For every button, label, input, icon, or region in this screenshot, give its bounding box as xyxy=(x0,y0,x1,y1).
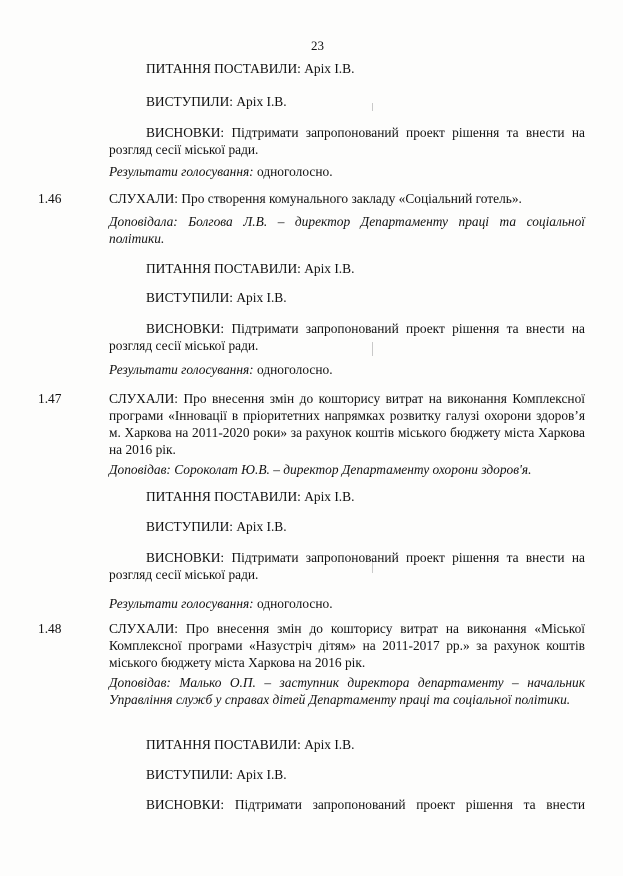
heard-label: СЛУХАЛИ: xyxy=(109,391,178,406)
questions-raised-label: ПИТАННЯ ПОСТАВИЛИ: xyxy=(146,489,301,504)
conclusion-paragraph xyxy=(109,320,585,354)
vote-result-value: одноголосно. xyxy=(257,164,333,179)
conclusion-paragraph xyxy=(109,124,585,158)
questions-raised-label: ПИТАННЯ ПОСТАВИЛИ: xyxy=(146,61,301,76)
questions-raised-label: ПИТАННЯ ПОСТАВИЛИ: xyxy=(146,737,301,752)
conclusion-paragraph xyxy=(109,549,585,583)
vote-result-value: одноголосно. xyxy=(257,362,333,377)
conclusion-text: Підтримати запропонований проект рішення та внести на розгляд сесії міської ради. xyxy=(109,550,585,582)
spoke-value: Аріх І.В. xyxy=(236,519,287,534)
conclusion-text: Підтримати запропонований проект рішення та внести xyxy=(234,797,585,812)
heard-label: СЛУХАЛИ: xyxy=(109,191,178,206)
conclusion-label: ВИСНОВКИ: xyxy=(146,550,225,565)
spoke-line xyxy=(146,289,287,306)
heard-paragraph xyxy=(109,390,585,458)
spoke-line xyxy=(146,766,287,783)
questions-raised-line xyxy=(146,60,354,77)
heard-text: Про внесення змін до кошторису витрат на виконання Комплексної програми «Інновації в пріоритетних напрямках розвитку галузі охорони здоров’я м. Харкова на 2011-2020 роки» за рахунок коштів міського бюджету міста Харкова на 2016 рік. xyxy=(109,391,585,457)
item-number: 1.48 xyxy=(38,621,62,636)
conclusion-label: ВИСНОВКИ: xyxy=(146,321,225,336)
questions-raised-value: Аріх І.В. xyxy=(304,61,355,76)
conclusion-paragraph xyxy=(146,796,585,813)
questions-raised-line xyxy=(146,736,354,753)
conclusion-label: ВИСНОВКИ: xyxy=(146,125,225,140)
heard-label: СЛУХАЛИ: xyxy=(109,621,178,636)
page-number: 23 xyxy=(311,38,324,53)
heard-text: Про створення комунального закладу «Соціальний готель». xyxy=(181,191,522,206)
scan-speck xyxy=(372,103,373,111)
spoke-label: ВИСТУПИЛИ: xyxy=(146,290,234,305)
vote-result-label: Результати голосування: xyxy=(109,362,254,377)
spoke-line xyxy=(146,93,287,110)
vote-result-label: Результати голосування: xyxy=(109,164,254,179)
speaker-paragraph: Доповідав: Сороколат Ю.В. – директор Департаменту охорони здоров'я. xyxy=(109,462,532,477)
spoke-value: Аріх І.В. xyxy=(236,290,287,305)
heard-text: Про внесення змін до кошторису витрат на виконання «Міської Комплексної програми «Назустріч дітям» на 2011-2017 pp.» за рахунок коштів міського бюджету міста Харкова на 2016 рік. xyxy=(109,621,586,670)
item-number: 1.46 xyxy=(38,191,62,206)
conclusion-text: Підтримати запропонований проект рішення та внести на розгляд сесії міської ради. xyxy=(109,321,585,353)
spoke-value: Аріх І.В. xyxy=(236,767,287,782)
questions-raised-label: ПИТАННЯ ПОСТАВИЛИ: xyxy=(146,261,301,276)
questions-raised-line xyxy=(146,260,354,277)
vote-result-value: одноголосно. xyxy=(257,596,333,611)
questions-raised-value: Аріх І.В. xyxy=(304,261,355,276)
vote-result-line xyxy=(109,361,333,378)
item-number: 1.47 xyxy=(38,391,62,406)
questions-raised-value: Аріх І.В. xyxy=(304,489,355,504)
spoke-value: Аріх І.В. xyxy=(236,94,287,109)
vote-result-line xyxy=(109,595,333,612)
spoke-label: ВИСТУПИЛИ: xyxy=(146,519,234,534)
spoke-label: ВИСТУПИЛИ: xyxy=(146,767,234,782)
questions-raised-value: Аріх І.В. xyxy=(304,737,355,752)
conclusion-text: Підтримати запропонований проект рішення та внести на розгляд сесії міської ради. xyxy=(109,125,585,157)
heard-paragraph xyxy=(109,190,522,207)
speaker-paragraph: Доповідала: Болгова Л.В. – директор Департаменту праці та соціальної політики. xyxy=(109,214,585,246)
questions-raised-line xyxy=(146,488,354,505)
heard-paragraph xyxy=(109,620,585,671)
speaker-paragraph: Доповідав: Малько О.П. – заступник директора департаменту – начальник Управління служб у справах дітей Департаменту праці та соціальної політики. xyxy=(109,675,585,707)
vote-result-label: Результати голосування: xyxy=(109,596,254,611)
conclusion-label: ВИСНОВКИ: xyxy=(146,797,225,812)
spoke-label: ВИСТУПИЛИ: xyxy=(146,94,234,109)
vote-result-line xyxy=(109,163,333,180)
spoke-line xyxy=(146,518,287,535)
